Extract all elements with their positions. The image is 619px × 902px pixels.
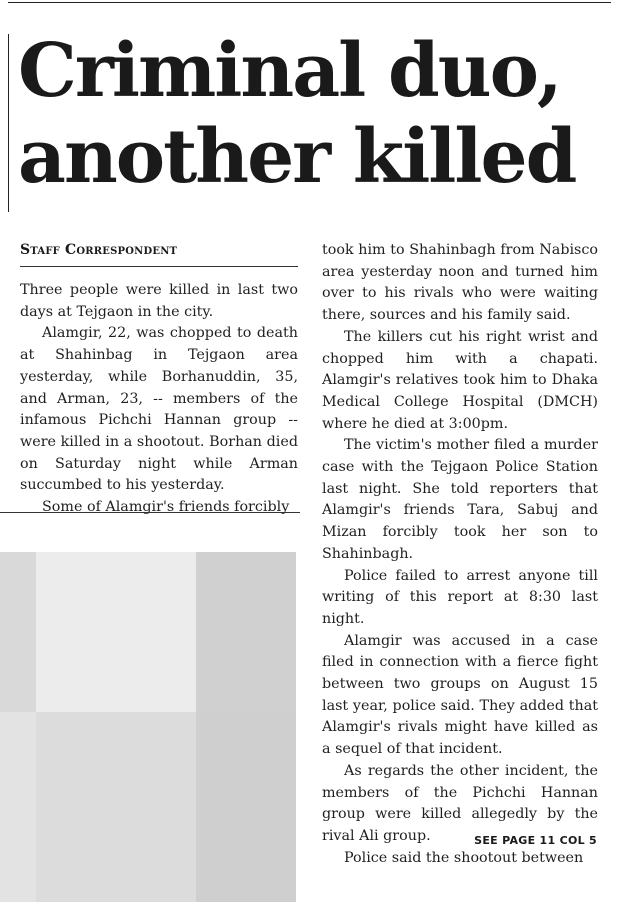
paragraph: The victim's mother filed a murder case with the Tejgaon Police Station last night. She told reporters that Alamgir's friends Tara, Sabuj and Mizan forcibly took her son to Shahinbagh. bbox=[322, 437, 598, 562]
column-divider-rule bbox=[0, 512, 300, 513]
headline-line-2: another killed bbox=[18, 114, 576, 200]
photo-tile bbox=[0, 712, 36, 902]
headline bbox=[18, 28, 610, 200]
photo-tile bbox=[0, 552, 36, 712]
continuation-jump-line: SEE PAGE 11 COL 5 bbox=[474, 834, 597, 847]
byline: Staff Correspondent bbox=[20, 242, 298, 267]
photo-tile bbox=[196, 712, 296, 902]
paragraph: The killers cut his right wrist and chopped him with a chapati. Alamgir's relatives took him to Dhaka Medical College Hospital (DMCH) where he died at 3:00pm. bbox=[322, 328, 598, 432]
headline-side-rule bbox=[8, 34, 9, 212]
paragraph: Alamgir, 22, was chopped to death at Shahinbag in Tejgaon area yesterday, while Borhanuddin, 35, and Arman, 23, -- members of the infamous Pichchi Hannan group -- were killed in a shootout. Borhan died on Saturday night while Arman succumbed to his yesterday. bbox=[20, 325, 298, 494]
photo-tile bbox=[196, 552, 296, 712]
paragraph: Police failed to arrest anyone till writing of this report at 8:30 last night. bbox=[322, 567, 598, 627]
photo-tile bbox=[36, 712, 196, 902]
paragraph: Police said the shootout between bbox=[344, 849, 584, 866]
paragraph: Three people were killed in last two days at Tejgaon in the city. bbox=[20, 282, 298, 320]
paragraph: took him to Shahinbagh from Nabisco area yesterday noon and turned him over to his rivals who were waiting there, sources and his family said. bbox=[322, 242, 598, 324]
paragraph: Some of Alamgir's friends forcibly bbox=[42, 499, 290, 516]
article-photo-placeholder bbox=[0, 552, 296, 902]
paragraph: As regards the other incident, the members of the Pichchi Hannan group were killed allegedly by the rival Ali group. bbox=[322, 762, 598, 844]
top-border-rule bbox=[8, 2, 611, 3]
headline-line-1: Criminal duo, bbox=[18, 28, 561, 114]
photo-tile bbox=[36, 552, 196, 712]
article-column-2 bbox=[322, 240, 598, 869]
paragraph: Alamgir was accused in a case filed in connection with a fierce fight between two groups on August 15 last year, police said. They added that Alamgir's rivals might have killed as a sequel of that incident. bbox=[322, 632, 598, 758]
article-column-1 bbox=[20, 280, 298, 519]
